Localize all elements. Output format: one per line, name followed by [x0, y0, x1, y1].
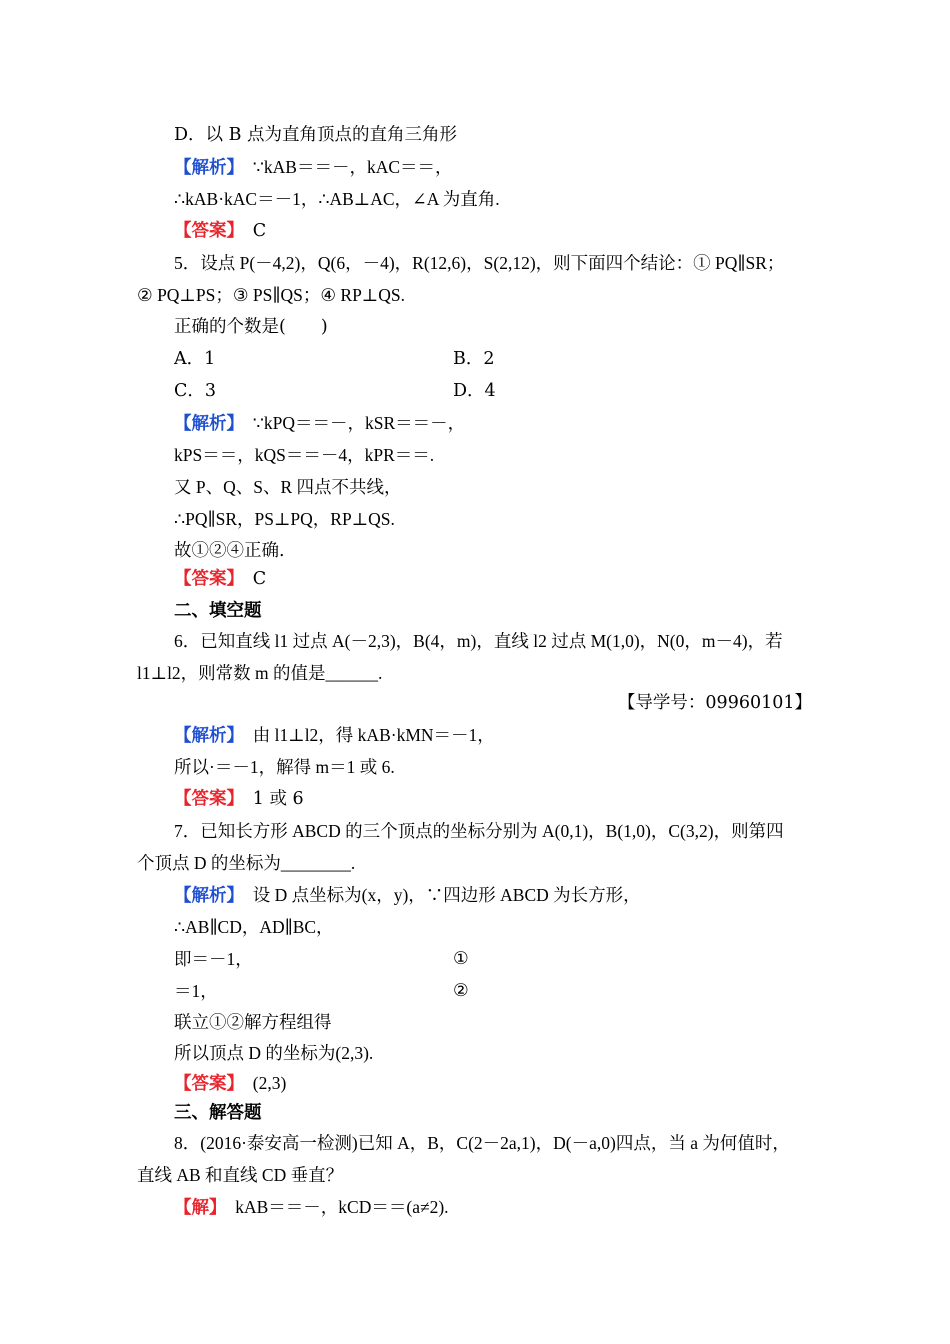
option-a: A．1 — [174, 349, 216, 369]
analysis-tag: 【解析】 — [174, 886, 236, 906]
solution-line: 【解】 kAB＝＝－，kCD＝＝(a≠2). — [174, 1197, 449, 1218]
question-8-line: 8．(2016·泰安高一检测)已知 A，B，C(2－2a,1)，D(－a,0)四点，当 a 为何值时， — [174, 1133, 790, 1153]
section-heading: 二、填空题 — [174, 601, 262, 621]
question-5-line: 正确的个数是( ) — [174, 317, 328, 337]
answer-line: 【答案】 1 或 6 — [174, 789, 304, 809]
section-heading: 三、解答题 — [174, 1103, 262, 1123]
question-7-line: 7．已知长方形 ABCD 的三个顶点的坐标分别为 A(0,1)，B(1,0)，C(3,2)，则第四 — [174, 821, 784, 841]
analysis-line: 所以·＝－1，解得 m＝1 或 6. — [174, 757, 395, 777]
equation-row: 即＝－1， ① — [174, 946, 574, 972]
options-row — [174, 378, 734, 404]
option-d: D．4 — [453, 381, 496, 401]
option-b: B．2 — [453, 349, 495, 369]
analysis-line: 【解析】 ∵kPQ＝＝－，kSR＝＝－， — [174, 413, 466, 434]
equation-row: ＝1， ② — [174, 978, 574, 1004]
equation-number: ① — [453, 949, 469, 969]
equation-number: ② — [453, 981, 469, 1001]
answer-tag: 【答案】 — [174, 789, 236, 809]
analysis-line: ∴PQ∥SR，PS⊥PQ，RP⊥QS. — [174, 509, 395, 529]
question-5-line: 5．设点 P(－4,2)，Q(6，－4)，R(12,6)，S(2,12)，则下面四个结论：① PQ∥SR； — [174, 253, 785, 273]
option-d-line: D．以 B 点为直角顶点的直角三角形 — [174, 125, 458, 145]
answer-line: 【答案】 C — [174, 569, 267, 589]
question-8-line: 直线 AB 和直线 CD 垂直？ — [137, 1165, 344, 1185]
question-5-line: ② PQ⊥PS；③ PS∥QS；④ RP⊥QS. — [137, 285, 406, 305]
answer-tag: 【答案】 — [174, 221, 236, 241]
analysis-tag: 【解析】 — [174, 158, 236, 178]
analysis-line: 故①②④正确. — [174, 541, 285, 561]
answer-line: 【答案】 C — [174, 221, 267, 241]
analysis-tag: 【解析】 — [174, 414, 236, 434]
analysis-line: 【解析】 ∵kAB＝＝－，kAC＝＝， — [174, 157, 453, 178]
analysis-line: 所以顶点 D 的坐标为(2,3). — [174, 1043, 374, 1063]
analysis-line: kPS＝＝，kQS＝＝－4，kPR＝＝. — [174, 445, 435, 465]
analysis-line: ∴kAB·kAC＝－1，∴AB⊥AC，∠A 为直角. — [174, 189, 500, 209]
analysis-line: 【解析】 设 D 点坐标为(x，y)，∵四边形 ABCD 为长方形， — [174, 885, 641, 906]
question-6-line: 6．已知直线 l1 过点 A(－2,3)，B(4，m)，直线 l2 过点 M(1,0)，N(0，m－4)，若 — [174, 631, 783, 651]
question-6-line: l1⊥l2，则常数 m 的值是______. — [137, 663, 383, 683]
answer-line: 【答案】 (2,3) — [174, 1073, 287, 1094]
question-7-line: 个顶点 D 的坐标为________. — [137, 853, 356, 873]
solution-tag: 【解】 — [174, 1198, 218, 1218]
guide-number: 【导学号：09960101】 — [617, 693, 812, 713]
analysis-tag: 【解析】 — [174, 726, 236, 746]
analysis-line: 又 P、Q、S、R 四点不共线， — [174, 477, 402, 497]
analysis-line: 【解析】 由 l1⊥l2，得 kAB·kMN＝－1， — [174, 725, 495, 746]
analysis-line: ∴AB∥CD，AD∥BC， — [174, 917, 334, 937]
options-row — [174, 346, 734, 372]
option-c: C．3 — [174, 381, 217, 401]
analysis-line: 联立①②解方程组得 — [174, 1013, 332, 1033]
answer-tag: 【答案】 — [174, 1074, 236, 1094]
answer-tag: 【答案】 — [174, 569, 236, 589]
